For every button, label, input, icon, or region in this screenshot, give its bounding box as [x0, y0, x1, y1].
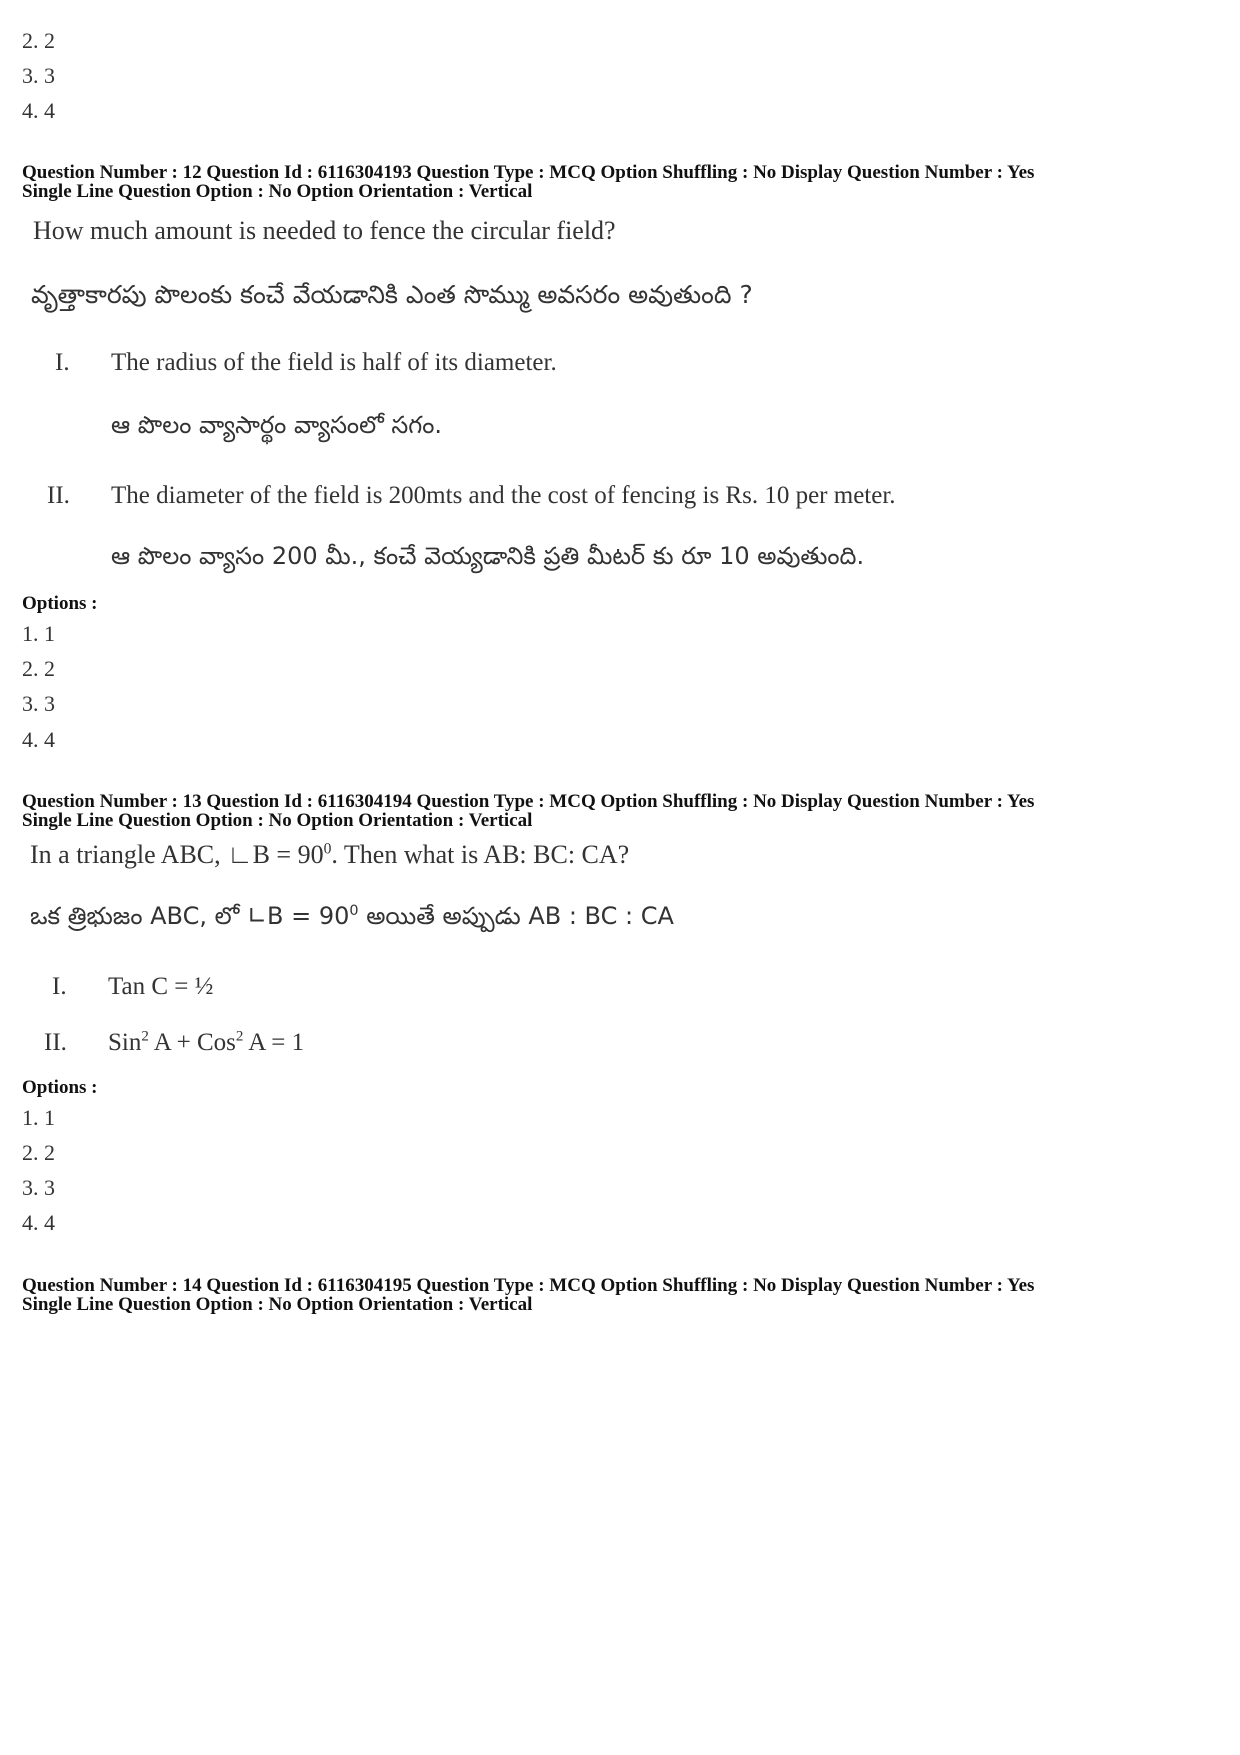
statement-text-te: ఆ పొలం వ్యాసార్థం వ్యాసంలో సగం. — [111, 411, 443, 439]
question-meta-line1: Question Number : 12 Question Id : 6116304193 Question Type : MCQ Option Shuffling : No Display Question Number : Yes — [22, 162, 1035, 183]
question-text-te — [30, 902, 674, 936]
option-item[interactable]: 1. 1 — [22, 621, 55, 646]
question-text-en — [30, 840, 629, 870]
statement-number: II. — [44, 1029, 67, 1056]
question-text-te-part1: ఒక త్రిభుజం ABC, లో ∟B = 90 — [30, 902, 350, 930]
option-item[interactable]: 3. 3 — [22, 691, 55, 716]
statement-text-te: ఆ పొలం వ్యాసం 200 మీ., కంచే వెయ్యడానికి ప్రతి మీటర్ కు రూ 10 అవుతుంది. — [111, 542, 865, 570]
question-meta-line2: Single Line Question Option : No Option Orientation : Vertical — [22, 810, 533, 831]
question-meta-line2: Single Line Question Option : No Option Orientation : Vertical — [22, 1294, 533, 1315]
statement-text-en — [108, 1029, 304, 1057]
question-text-en: How much amount is needed to fence the circular field? — [33, 216, 616, 245]
math-part: A = 1 — [243, 1029, 305, 1056]
superscript: 2 — [141, 1028, 149, 1045]
options-label: Options : — [22, 1077, 98, 1098]
math-part: A + Cos — [148, 1029, 236, 1056]
statement-text-en: The diameter of the field is 200mts and the cost of fencing is Rs. 10 per meter. — [111, 482, 896, 509]
superscript: 0 — [323, 840, 332, 858]
superscript: 2 — [235, 1028, 244, 1045]
question-text-te-part2: అయితే అప్పుడు AB : BC : CA — [358, 902, 674, 930]
superscript: 0 — [349, 903, 359, 919]
statement-number: I. — [55, 349, 70, 376]
option-item[interactable]: 4. 4 — [22, 98, 55, 123]
statement-number: II. — [47, 482, 70, 509]
question-meta-line1: Question Number : 13 Question Id : 6116304194 Question Type : MCQ Option Shuffling : No Display Question Number : Yes — [22, 791, 1035, 812]
option-item[interactable]: 3. 3 — [22, 63, 55, 88]
option-item[interactable]: 1. 1 — [22, 1105, 55, 1130]
statement-text-en: Tan C = ½ — [108, 973, 214, 1000]
option-item[interactable]: 2. 2 — [22, 656, 55, 681]
question-meta-line2: Single Line Question Option : No Option Orientation : Vertical — [22, 181, 533, 202]
option-item[interactable]: 2. 2 — [22, 1140, 55, 1165]
question-text-te: వృత్తాకారపు పొలంకు కంచే వేయడానికి ఎంత సొమ్ము అవసరం అవుతుంది ? — [31, 280, 753, 309]
math-part: Sin — [108, 1029, 142, 1056]
statement-number: I. — [52, 973, 67, 1000]
question-text-en-part1: In a triangle ABC, ∟B = 90 — [30, 840, 324, 869]
question-text-en-part2: . Then what is AB: BC: CA? — [331, 840, 630, 869]
option-item[interactable]: 4. 4 — [22, 1210, 55, 1235]
question-meta-line1: Question Number : 14 Question Id : 6116304195 Question Type : MCQ Option Shuffling : No Display Question Number : Yes — [22, 1275, 1035, 1296]
options-label: Options : — [22, 593, 98, 614]
option-item[interactable]: 4. 4 — [22, 727, 55, 752]
option-item[interactable]: 3. 3 — [22, 1175, 55, 1200]
statement-text-en: The radius of the field is half of its diameter. — [111, 349, 557, 376]
option-item[interactable]: 2. 2 — [22, 28, 55, 53]
